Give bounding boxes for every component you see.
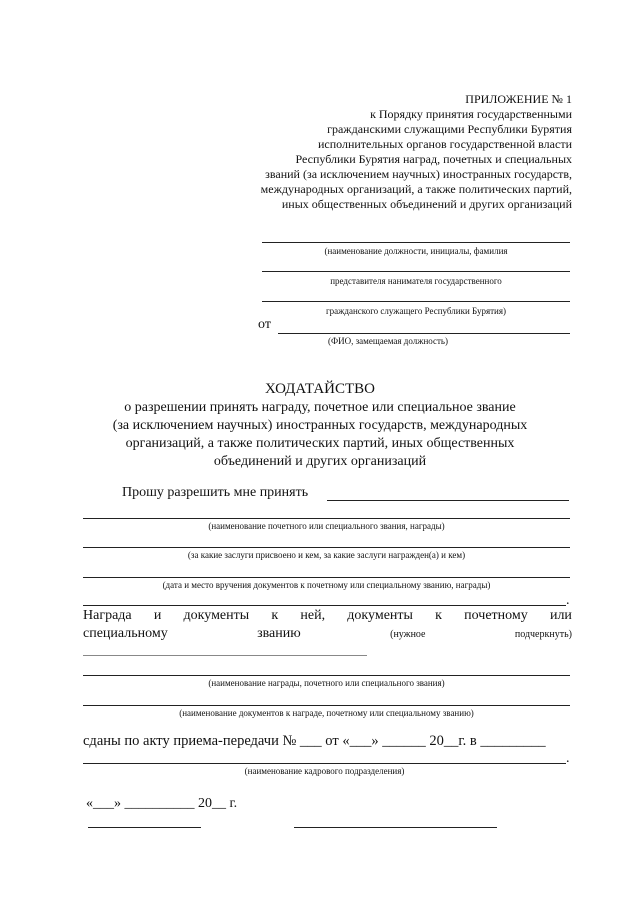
document-title: ХОДАТАЙСТВО: [265, 381, 375, 397]
paragraph-word: ней,: [300, 608, 326, 623]
document-subtitle-line: о разрешении принять награду, почетное или специальное звание: [124, 400, 516, 415]
addressee-caption: (наименование должности, инициалы, фамилия: [324, 246, 508, 256]
blank-line: [83, 655, 367, 656]
paragraph-word: документы: [347, 608, 413, 623]
period-mark: .: [566, 751, 570, 766]
paragraph-word: документы: [183, 608, 250, 623]
date-place-caption: (дата и место вручения документов к почетному или специальному званию, награды): [162, 580, 491, 590]
addressee-caption: представителя нанимателя государственного: [330, 276, 502, 286]
blank-line: [83, 763, 566, 764]
period-mark: .: [566, 593, 570, 608]
header-line: к Порядку принятия государственными: [370, 107, 572, 121]
header-line: иных общественных объединений и других организаций: [281, 197, 572, 211]
header-line: исполнительных органов государственной власти: [317, 137, 572, 151]
paragraph-word: званию: [257, 626, 301, 641]
header-line: ПРИЛОЖЕНИЕ № 1: [465, 92, 572, 106]
signature-line: [88, 827, 201, 828]
act-transfer-text: сданы по акту приема-передачи № ___ от «___» ______ 20__г. в _________: [83, 733, 546, 749]
header-line: гражданскими служащими Республики Бурятия: [327, 122, 572, 136]
addressee-caption: гражданского служащего Республики Бурятия): [325, 306, 506, 316]
blank-line: [262, 301, 570, 302]
award-name-caption: (наименование награды, почетного или специального звания): [208, 678, 445, 688]
paragraph-note: (нужное: [390, 629, 426, 640]
blank-line: [83, 675, 570, 676]
paragraph-word: к: [271, 608, 279, 623]
blank-line: [83, 605, 566, 606]
header-line: званий (за исключением научных) иностранных государств,: [265, 167, 572, 181]
blank-line: [262, 242, 570, 243]
documents-caption: (наименование документов к награде, почетному или специальному званию): [179, 708, 474, 718]
document-subtitle-line: объединений и других организаций: [213, 454, 427, 469]
paragraph-word: почетному: [464, 608, 528, 623]
request-label: Прошу разрешить мне принять: [122, 485, 309, 500]
paragraph-word: или: [549, 608, 572, 623]
document-subtitle-line: (за исключением научных) иностранных государств, международных: [112, 418, 528, 433]
paragraph-line-2: [83, 626, 572, 642]
paragraph-word: специальному: [83, 626, 168, 641]
merits-caption: (за какие заслуги присвоено и кем, за какие заслуги награжден(а) и кем): [187, 550, 466, 560]
signature-line: [294, 827, 497, 828]
blank-line: [83, 547, 570, 548]
paragraph-word: и: [153, 608, 162, 623]
blank-line: [83, 705, 570, 706]
paragraph-note: подчеркнуть): [514, 629, 572, 640]
blank-line: [278, 333, 570, 334]
hr-department-caption: (наименование кадрового подразделения): [244, 766, 405, 776]
blank-line: [262, 271, 570, 272]
header-line: международных организаций, а также политических партий,: [260, 182, 572, 196]
addressee-caption: (ФИО, замещаемая должность): [327, 336, 449, 346]
document-subtitle-line: организаций, а также политических партий, иных общественных: [125, 436, 515, 451]
blank-line: [83, 577, 570, 578]
award-caption: (наименование почетного или специального звания, награды): [208, 521, 445, 531]
from-label: от: [258, 317, 271, 332]
blank-line: [83, 518, 570, 519]
paragraph-line-1: [83, 608, 572, 624]
paragraph-word: к: [435, 608, 442, 623]
header-line: Республики Бурятия наград, почетных и специальных: [295, 152, 572, 166]
blank-line: [327, 500, 569, 501]
paragraph-word: Награда: [83, 608, 132, 623]
signature-date: «___» __________ 20__ г.: [86, 796, 238, 811]
